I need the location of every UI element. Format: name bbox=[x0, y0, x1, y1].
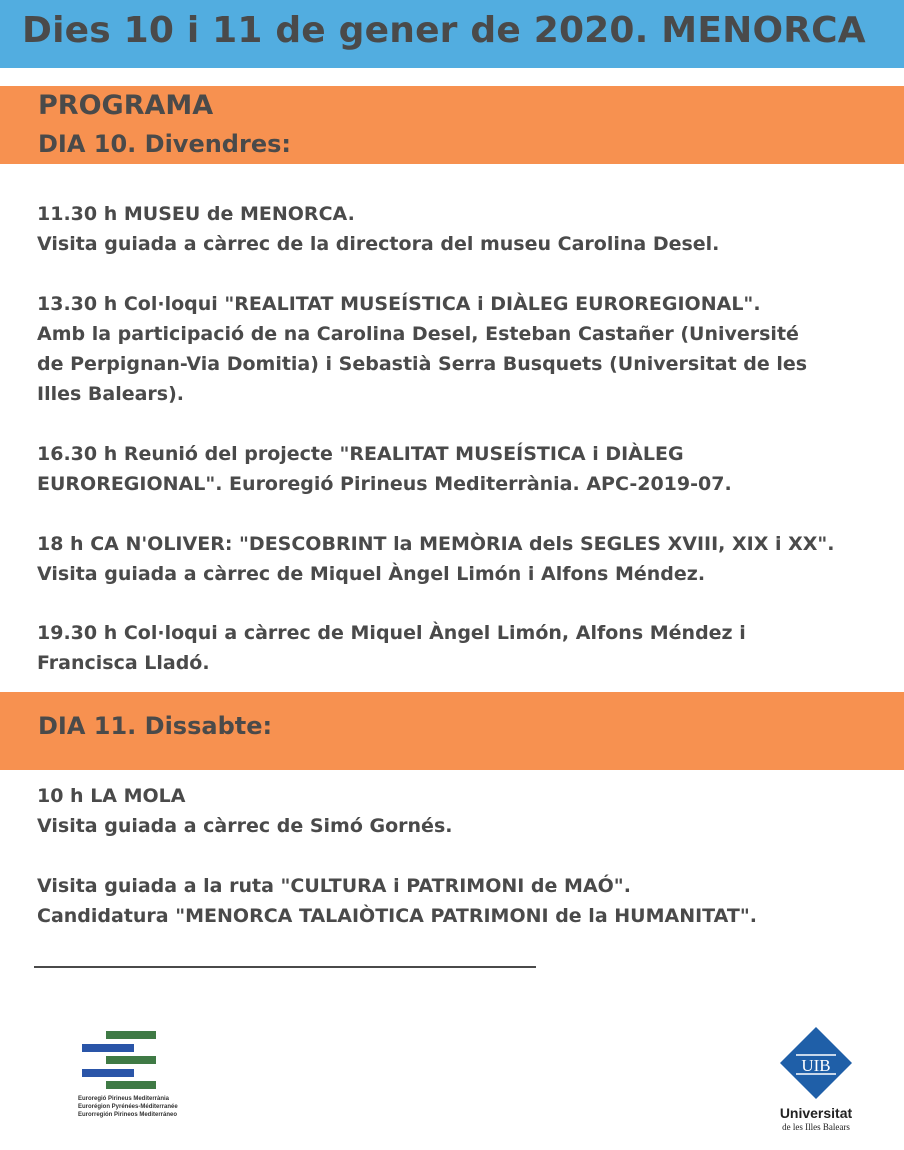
page-title: Dies 10 i 11 de gener de 2020. MENORCA bbox=[22, 10, 866, 51]
schedule-line: Visita guiada a la ruta "CULTURA i PATRIMONI de MAÓ". bbox=[37, 875, 631, 897]
schedule-line: Visita guiada a càrrec de la directora del museu Carolina Desel. bbox=[37, 233, 720, 255]
schedule-line: 11.30 h MUSEU de MENORCA. bbox=[37, 203, 355, 225]
logo-line: Euroregió Pirineus Mediterrània bbox=[78, 1096, 170, 1102]
uib-name: Universitat bbox=[779, 1105, 853, 1121]
schedule-line: 10 h LA MOLA bbox=[37, 785, 186, 807]
schedule-line: 19.30 h Col·loqui a càrrec de Miquel Àngel Limón, Alfons Méndez i bbox=[37, 622, 746, 644]
programa-heading: PROGRAMA bbox=[38, 90, 214, 121]
schedule-line: Visita guiada a càrrec de Simó Gornés. bbox=[37, 815, 453, 837]
euroregion-logo-icon bbox=[78, 1028, 208, 1128]
schedule-line: Amb la participació de na Carolina Desel, Esteban Castañer (Université bbox=[37, 323, 799, 345]
schedule-line: EUROREGIONAL". Euroregió Pirineus Mediterrània. APC-2019-07. bbox=[37, 473, 732, 495]
schedule-line: de Perpignan-Via Domitia) i Sebastià Serra Busquets (Universitat de les bbox=[37, 353, 808, 375]
schedule-line: 18 h CA N'OLIVER: "DESCOBRINT la MEMÒRIA dels SEGLES XVIII, XIX i XX". bbox=[37, 533, 835, 555]
schedule-line: Visita guiada a càrrec de Miquel Àngel Limón i Alfons Méndez. bbox=[37, 563, 706, 585]
day11-heading: DIA 11. Dissabte: bbox=[38, 712, 273, 740]
schedule-line: Francisca Lladó. bbox=[37, 652, 210, 674]
divider-rule bbox=[34, 966, 536, 968]
program-band-day11 bbox=[0, 692, 904, 770]
uib-mark: UIB bbox=[801, 1056, 831, 1075]
schedule-line: 16.30 h Reunió del projecte "REALITAT MUSEÍSTICA i DIÀLEG bbox=[37, 443, 684, 465]
schedule-line: 13.30 h Col·loqui "REALITAT MUSEÍSTICA i DIÀLEG EUROREGIONAL". bbox=[37, 293, 761, 315]
day10-heading: DIA 10. Divendres: bbox=[38, 130, 291, 158]
logo-line: Eurorégion Pyrénées-Méditerranée bbox=[78, 1104, 178, 1110]
program-band-day10 bbox=[0, 86, 904, 164]
schedule-line: Candidatura "MENORCA TALAIÒTICA PATRIMONI de la HUMANITAT". bbox=[37, 905, 757, 927]
uib-diamond-logo-icon bbox=[770, 1025, 862, 1103]
uib-logo bbox=[770, 1025, 862, 1135]
uib-subtitle: de les Illes Balears bbox=[782, 1122, 850, 1132]
schedule-line: Illes Balears). bbox=[37, 383, 185, 405]
title-banner bbox=[0, 0, 904, 68]
logo-line: Eurorregión Pirineos Mediterráneo bbox=[78, 1112, 178, 1118]
